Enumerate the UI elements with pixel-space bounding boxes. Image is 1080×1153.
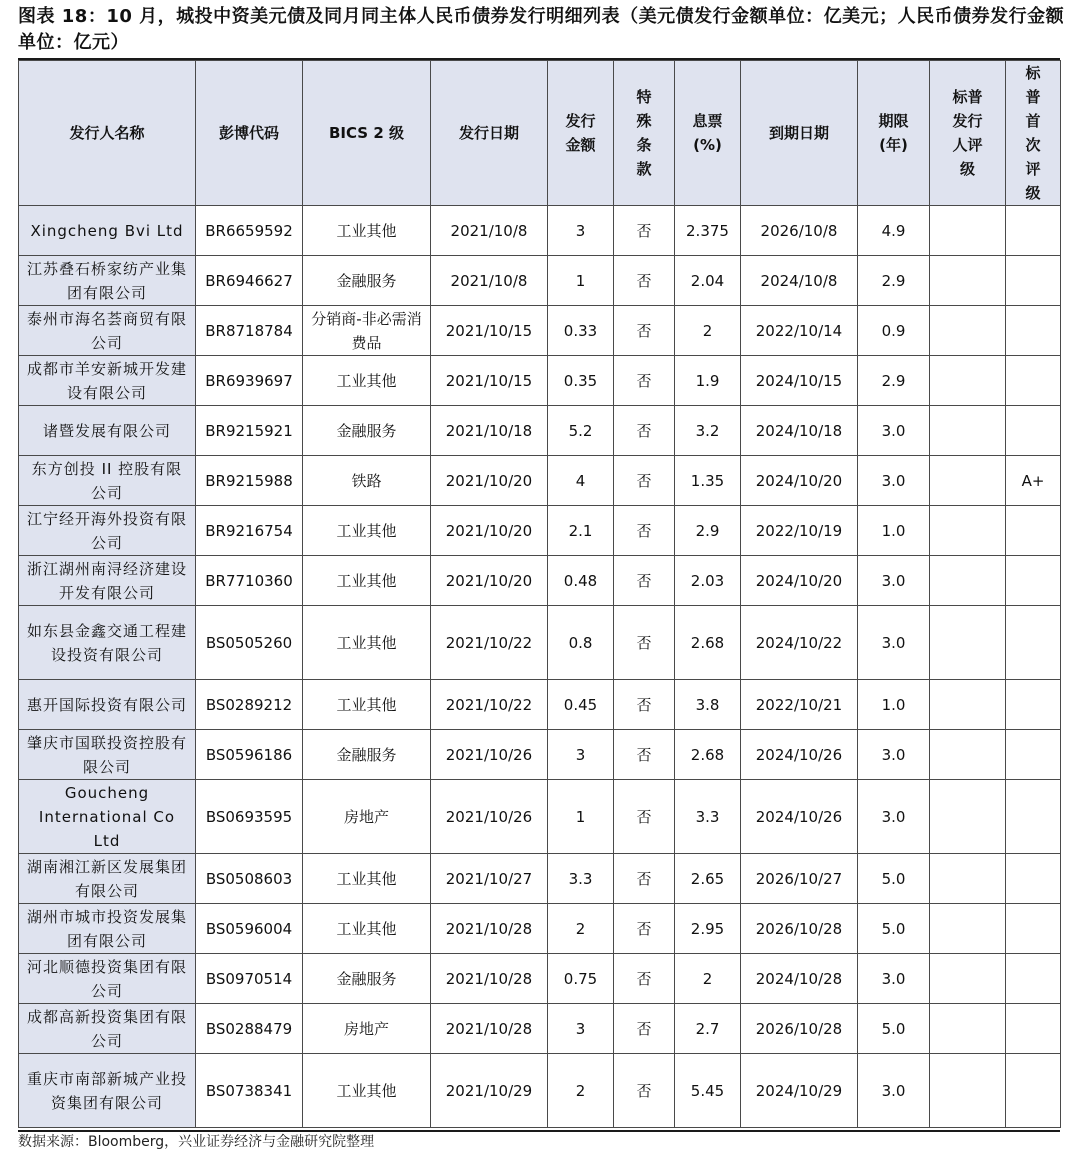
cell-coupon: 2 — [675, 954, 741, 1004]
cell-special-terms: 否 — [614, 556, 675, 606]
cell-bics-sector: 分销商-非必需消费品 — [303, 306, 431, 356]
cell-sp-issuer-rating — [930, 206, 1006, 256]
cell-maturity-date: 2026/10/28 — [741, 1004, 858, 1054]
table-row — [19, 356, 1061, 406]
cell-maturity-date: 2024/10/18 — [741, 406, 858, 456]
cell-sp-issuer-rating — [930, 356, 1006, 406]
cell-sp-first-rating — [1006, 1054, 1061, 1128]
cell-tenor: 5.0 — [858, 1004, 930, 1054]
header-sp-issuer-rating: 标普发行人评级 — [930, 61, 1006, 206]
cell-coupon: 3.2 — [675, 406, 741, 456]
cell-bbg-code: BR9215988 — [196, 456, 303, 506]
cell-sp-issuer-rating — [930, 506, 1006, 556]
cell-bbg-code: BR9215921 — [196, 406, 303, 456]
cell-issue-date: 2021/10/18 — [431, 406, 548, 456]
cell-issue-date: 2021/10/22 — [431, 680, 548, 730]
cell-coupon: 2.68 — [675, 730, 741, 780]
figure-title: 图表 18：10 月，城投中资美元债及同月同主体人民币债券发行明细列表（美元债发行金额单位：亿美元；人民币债券发行金额单位：亿元） — [18, 6, 1065, 53]
cell-issuer-name: 如东县金鑫交通工程建设投资有限公司 — [19, 606, 196, 680]
cell-issue-amount: 5.2 — [548, 406, 614, 456]
cell-issue-date: 2021/10/26 — [431, 780, 548, 854]
cell-bics-sector: 铁路 — [303, 456, 431, 506]
cell-bbg-code: BR6659592 — [196, 206, 303, 256]
cell-coupon: 1.9 — [675, 356, 741, 406]
cell-maturity-date: 2026/10/27 — [741, 854, 858, 904]
cell-coupon: 2.03 — [675, 556, 741, 606]
cell-issue-amount: 3 — [548, 1004, 614, 1054]
table-row — [19, 680, 1061, 730]
cell-issuer-name: 诸暨发展有限公司 — [19, 406, 196, 456]
cell-issue-date: 2021/10/28 — [431, 1004, 548, 1054]
cell-bbg-code: BR6939697 — [196, 356, 303, 406]
cell-bbg-code: BS0289212 — [196, 680, 303, 730]
cell-tenor: 2.9 — [858, 256, 930, 306]
cell-bics-sector: 工业其他 — [303, 1054, 431, 1128]
cell-issue-date: 2021/10/28 — [431, 954, 548, 1004]
cell-issue-date: 2021/10/8 — [431, 256, 548, 306]
cell-issue-amount: 0.75 — [548, 954, 614, 1004]
cell-coupon: 2.68 — [675, 606, 741, 680]
cell-issue-amount: 3 — [548, 206, 614, 256]
cell-special-terms: 否 — [614, 1004, 675, 1054]
cell-bics-sector: 金融服务 — [303, 954, 431, 1004]
header-coupon: 息票(%) — [675, 61, 741, 206]
cell-issue-amount: 2 — [548, 1054, 614, 1128]
cell-special-terms: 否 — [614, 506, 675, 556]
cell-sp-first-rating — [1006, 780, 1061, 854]
cell-tenor: 5.0 — [858, 854, 930, 904]
cell-issue-date: 2021/10/27 — [431, 854, 548, 904]
header-special-terms: 特殊条款 — [614, 61, 675, 206]
header-bics: BICS 2 级 — [303, 61, 431, 206]
cell-special-terms: 否 — [614, 406, 675, 456]
cell-bics-sector: 工业其他 — [303, 680, 431, 730]
cell-issuer-name: 湖南湘江新区发展集团有限公司 — [19, 854, 196, 904]
cell-issue-amount: 2 — [548, 904, 614, 954]
cell-bics-sector: 金融服务 — [303, 730, 431, 780]
cell-special-terms: 否 — [614, 954, 675, 1004]
cell-special-terms: 否 — [614, 356, 675, 406]
cell-coupon: 5.45 — [675, 1054, 741, 1128]
cell-issuer-name: 东方创投 II 控股有限公司 — [19, 456, 196, 506]
cell-tenor: 4.9 — [858, 206, 930, 256]
cell-tenor: 3.0 — [858, 556, 930, 606]
cell-sp-issuer-rating — [930, 1004, 1006, 1054]
cell-special-terms: 否 — [614, 780, 675, 854]
cell-special-terms: 否 — [614, 730, 675, 780]
cell-sp-first-rating — [1006, 606, 1061, 680]
cell-sp-first-rating — [1006, 306, 1061, 356]
cell-sp-first-rating — [1006, 556, 1061, 606]
cell-tenor: 2.9 — [858, 356, 930, 406]
cell-issuer-name: 湖州市城市投资发展集团有限公司 — [19, 904, 196, 954]
cell-bbg-code: BR9216754 — [196, 506, 303, 556]
cell-issue-amount: 3 — [548, 730, 614, 780]
cell-maturity-date: 2024/10/28 — [741, 954, 858, 1004]
cell-sp-first-rating — [1006, 206, 1061, 256]
cell-sp-first-rating — [1006, 680, 1061, 730]
cell-coupon: 3.3 — [675, 780, 741, 854]
cell-bbg-code: BS0288479 — [196, 1004, 303, 1054]
cell-sp-first-rating — [1006, 1004, 1061, 1054]
cell-special-terms: 否 — [614, 256, 675, 306]
cell-maturity-date: 2024/10/20 — [741, 456, 858, 506]
table-row — [19, 206, 1061, 256]
cell-tenor: 1.0 — [858, 506, 930, 556]
cell-sp-first-rating — [1006, 356, 1061, 406]
cell-bics-sector: 金融服务 — [303, 406, 431, 456]
cell-issuer-name: Xingcheng Bvi Ltd — [19, 206, 196, 256]
cell-tenor: 3.0 — [858, 456, 930, 506]
cell-maturity-date: 2022/10/14 — [741, 306, 858, 356]
cell-coupon: 2.375 — [675, 206, 741, 256]
cell-sp-issuer-rating — [930, 780, 1006, 854]
cell-sp-issuer-rating — [930, 904, 1006, 954]
cell-tenor: 5.0 — [858, 904, 930, 954]
cell-sp-first-rating: A+ — [1006, 456, 1061, 506]
cell-sp-issuer-rating — [930, 954, 1006, 1004]
table-row — [19, 780, 1061, 854]
cell-bics-sector: 工业其他 — [303, 206, 431, 256]
cell-sp-first-rating — [1006, 506, 1061, 556]
table-row — [19, 406, 1061, 456]
cell-issuer-name: 泰州市海名荟商贸有限公司 — [19, 306, 196, 356]
header-tenor: 期限(年) — [858, 61, 930, 206]
cell-issue-amount: 1 — [548, 780, 614, 854]
table-row — [19, 556, 1061, 606]
cell-issue-date: 2021/10/8 — [431, 206, 548, 256]
cell-issue-amount: 1 — [548, 256, 614, 306]
cell-issue-amount: 0.33 — [548, 306, 614, 356]
header-amount: 发行金额 — [548, 61, 614, 206]
cell-issuer-name: 成都市羊安新城开发建设有限公司 — [19, 356, 196, 406]
cell-bics-sector: 工业其他 — [303, 506, 431, 556]
cell-issue-date: 2021/10/15 — [431, 356, 548, 406]
cell-maturity-date: 2022/10/19 — [741, 506, 858, 556]
cell-coupon: 2.9 — [675, 506, 741, 556]
table-row — [19, 456, 1061, 506]
cell-maturity-date: 2026/10/28 — [741, 904, 858, 954]
cell-sp-first-rating — [1006, 730, 1061, 780]
cell-bbg-code: BS0596004 — [196, 904, 303, 954]
cell-coupon: 2.95 — [675, 904, 741, 954]
table-header-row — [19, 61, 1061, 206]
cell-sp-issuer-rating — [930, 1054, 1006, 1128]
cell-issuer-name: 成都高新投资集团有限公司 — [19, 1004, 196, 1054]
cell-coupon: 3.8 — [675, 680, 741, 730]
cell-special-terms: 否 — [614, 206, 675, 256]
cell-bics-sector: 工业其他 — [303, 904, 431, 954]
cell-issue-date: 2021/10/26 — [431, 730, 548, 780]
cell-sp-issuer-rating — [930, 306, 1006, 356]
cell-tenor: 3.0 — [858, 1054, 930, 1128]
cell-special-terms: 否 — [614, 904, 675, 954]
table-row — [19, 730, 1061, 780]
cell-issue-date: 2021/10/20 — [431, 506, 548, 556]
header-maturity: 到期日期 — [741, 61, 858, 206]
cell-sp-first-rating — [1006, 854, 1061, 904]
cell-issue-date: 2021/10/15 — [431, 306, 548, 356]
cell-sp-first-rating — [1006, 954, 1061, 1004]
cell-sp-issuer-rating — [930, 256, 1006, 306]
header-issue-date: 发行日期 — [431, 61, 548, 206]
cell-maturity-date: 2024/10/29 — [741, 1054, 858, 1128]
cell-sp-issuer-rating — [930, 406, 1006, 456]
data-source-note: 数据来源：Bloomberg，兴业证券经济与金融研究院整理 — [18, 1134, 375, 1150]
cell-bbg-code: BS0738341 — [196, 1054, 303, 1128]
cell-maturity-date: 2024/10/15 — [741, 356, 858, 406]
cell-issue-amount: 2.1 — [548, 506, 614, 556]
cell-sp-first-rating — [1006, 256, 1061, 306]
cell-coupon: 2.7 — [675, 1004, 741, 1054]
cell-sp-issuer-rating — [930, 854, 1006, 904]
cell-bics-sector: 房地产 — [303, 1004, 431, 1054]
cell-special-terms: 否 — [614, 854, 675, 904]
cell-sp-first-rating — [1006, 406, 1061, 456]
cell-tenor: 3.0 — [858, 780, 930, 854]
cell-maturity-date: 2024/10/26 — [741, 780, 858, 854]
cell-issuer-name: 江苏叠石桥家纺产业集团有限公司 — [19, 256, 196, 306]
cell-issue-amount: 4 — [548, 456, 614, 506]
cell-special-terms: 否 — [614, 306, 675, 356]
cell-sp-issuer-rating — [930, 456, 1006, 506]
cell-bics-sector: 工业其他 — [303, 556, 431, 606]
cell-issuer-name: 江宁经开海外投资有限公司 — [19, 506, 196, 556]
cell-special-terms: 否 — [614, 680, 675, 730]
bottom-rule — [18, 1130, 1060, 1132]
cell-coupon: 2 — [675, 306, 741, 356]
cell-coupon: 1.35 — [675, 456, 741, 506]
cell-tenor: 3.0 — [858, 606, 930, 680]
table-row — [19, 904, 1061, 954]
cell-issuer-name: 重庆市南部新城产业投资集团有限公司 — [19, 1054, 196, 1128]
cell-issue-amount: 0.45 — [548, 680, 614, 730]
cell-issuer-name: 惠开国际投资有限公司 — [19, 680, 196, 730]
table-row — [19, 606, 1061, 680]
cell-maturity-date: 2022/10/21 — [741, 680, 858, 730]
cell-maturity-date: 2024/10/20 — [741, 556, 858, 606]
table-row — [19, 506, 1061, 556]
cell-bbg-code: BS0970514 — [196, 954, 303, 1004]
cell-coupon: 2.04 — [675, 256, 741, 306]
header-issuer: 发行人名称 — [19, 61, 196, 206]
cell-sp-issuer-rating — [930, 556, 1006, 606]
table-row — [19, 256, 1061, 306]
table-row — [19, 306, 1061, 356]
cell-tenor: 3.0 — [858, 954, 930, 1004]
cell-bbg-code: BS0596186 — [196, 730, 303, 780]
cell-tenor: 0.9 — [858, 306, 930, 356]
cell-bics-sector: 工业其他 — [303, 606, 431, 680]
cell-issue-date: 2021/10/20 — [431, 556, 548, 606]
table-row — [19, 1004, 1061, 1054]
bond-issuance-table — [18, 60, 1061, 1128]
cell-bbg-code: BR8718784 — [196, 306, 303, 356]
cell-bbg-code: BR6946627 — [196, 256, 303, 306]
table-row — [19, 1054, 1061, 1128]
cell-issuer-name: 肇庆市国联投资控股有限公司 — [19, 730, 196, 780]
cell-bbg-code: BS0693595 — [196, 780, 303, 854]
cell-tenor: 3.0 — [858, 730, 930, 780]
cell-bbg-code: BS0505260 — [196, 606, 303, 680]
cell-special-terms: 否 — [614, 456, 675, 506]
table-row — [19, 954, 1061, 1004]
cell-issue-amount: 3.3 — [548, 854, 614, 904]
cell-issue-amount: 0.8 — [548, 606, 614, 680]
cell-maturity-date: 2024/10/22 — [741, 606, 858, 680]
cell-bics-sector: 金融服务 — [303, 256, 431, 306]
header-bbg-code: 彭博代码 — [196, 61, 303, 206]
cell-bics-sector: 工业其他 — [303, 854, 431, 904]
cell-special-terms: 否 — [614, 1054, 675, 1128]
cell-maturity-date: 2024/10/8 — [741, 256, 858, 306]
cell-issue-date: 2021/10/28 — [431, 904, 548, 954]
cell-issuer-name: 浙江湖州南浔经济建设开发有限公司 — [19, 556, 196, 606]
cell-maturity-date: 2024/10/26 — [741, 730, 858, 780]
cell-sp-issuer-rating — [930, 730, 1006, 780]
cell-bbg-code: BS0508603 — [196, 854, 303, 904]
header-sp-first-rating: 标普首次评级 — [1006, 61, 1061, 206]
cell-sp-issuer-rating — [930, 606, 1006, 680]
table-body — [19, 206, 1061, 1128]
cell-sp-first-rating — [1006, 904, 1061, 954]
cell-bics-sector: 房地产 — [303, 780, 431, 854]
cell-maturity-date: 2026/10/8 — [741, 206, 858, 256]
cell-tenor: 3.0 — [858, 406, 930, 456]
cell-issuer-name: 河北顺德投资集团有限公司 — [19, 954, 196, 1004]
table-row — [19, 854, 1061, 904]
cell-issuer-name: Goucheng International Co Ltd — [19, 780, 196, 854]
cell-bics-sector: 工业其他 — [303, 356, 431, 406]
cell-issue-amount: 0.48 — [548, 556, 614, 606]
cell-coupon: 2.65 — [675, 854, 741, 904]
cell-issue-amount: 0.35 — [548, 356, 614, 406]
cell-special-terms: 否 — [614, 606, 675, 680]
cell-issue-date: 2021/10/20 — [431, 456, 548, 506]
cell-issue-date: 2021/10/29 — [431, 1054, 548, 1128]
cell-tenor: 1.0 — [858, 680, 930, 730]
cell-sp-issuer-rating — [930, 680, 1006, 730]
cell-bbg-code: BR7710360 — [196, 556, 303, 606]
cell-issue-date: 2021/10/22 — [431, 606, 548, 680]
